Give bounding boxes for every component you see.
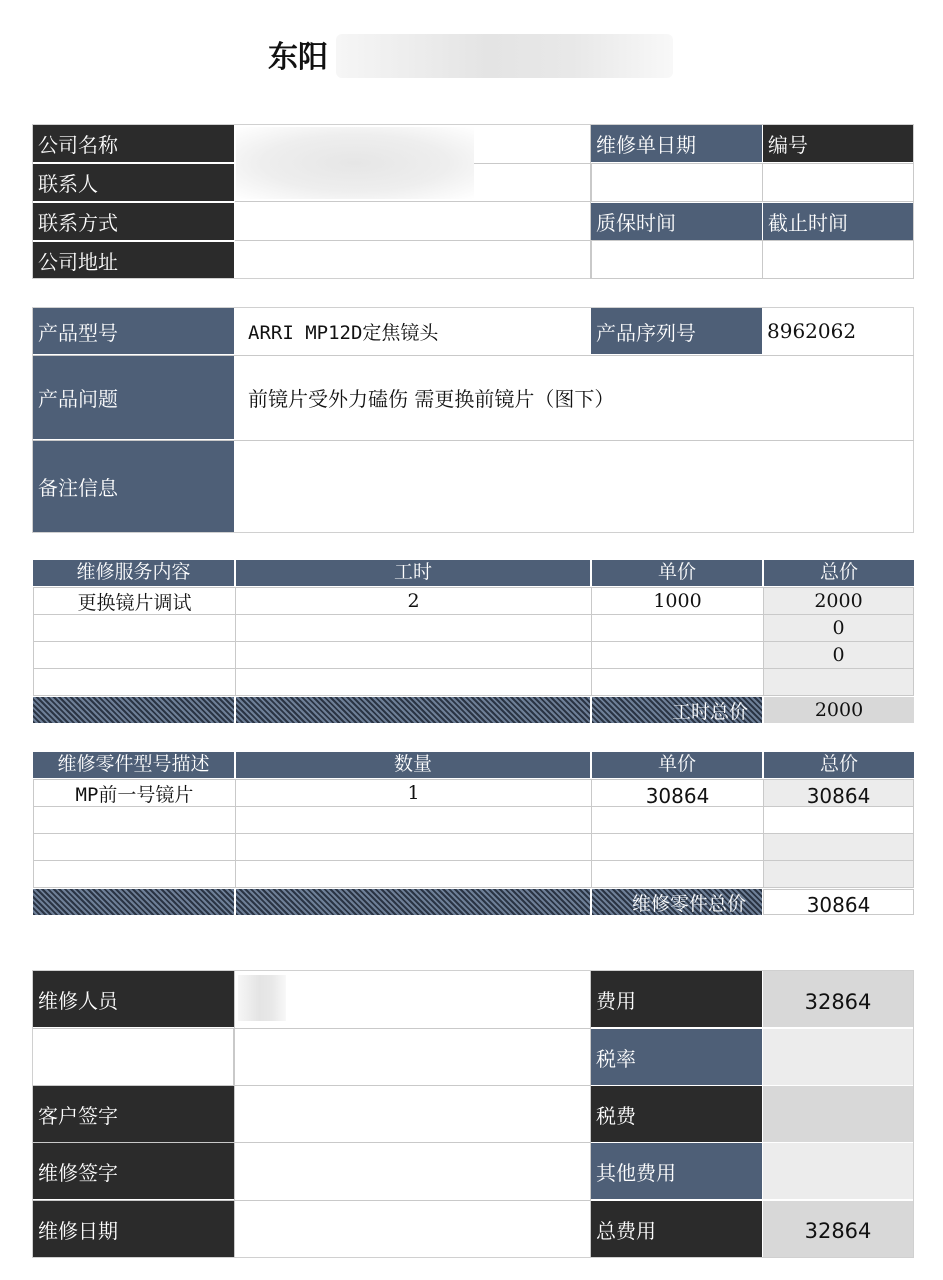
summary-col-divider [234, 971, 235, 1257]
service-header-hours: 工时 [236, 560, 590, 586]
table-row [591, 641, 764, 669]
model-value: ARRI MP12D定焦镜头 [248, 321, 439, 344]
parts-header-quantity: 数量 [236, 752, 590, 778]
model-label: 产品型号 [33, 308, 234, 354]
number-label: 编号 [763, 125, 913, 162]
table-row [33, 860, 236, 888]
table-row [235, 806, 592, 834]
fee-label: 费用 [591, 971, 762, 1027]
other-fee-value[interactable] [763, 1143, 913, 1199]
service-total-hatch-2 [236, 697, 590, 723]
table-row [763, 860, 914, 888]
table-row [33, 806, 236, 834]
table-row [591, 806, 764, 834]
deadline-label: 截止时间 [763, 203, 913, 240]
table-row: MP前一号镜片 [33, 779, 236, 807]
service-header-unit-price: 单价 [592, 560, 762, 586]
company-row-line [474, 163, 591, 164]
parts-header-description: 维修零件型号描述 [33, 752, 234, 778]
table-row [33, 833, 236, 861]
company-divider [590, 124, 591, 279]
total-fee-label: 总费用 [591, 1201, 762, 1257]
redacted-company [236, 127, 474, 199]
table-row: 0 [763, 614, 914, 642]
table-row [235, 668, 592, 696]
service-header-total: 总价 [764, 560, 914, 586]
number-value[interactable] [762, 163, 914, 202]
company-name-label: 公司名称 [33, 125, 234, 162]
table-row: 1000 [591, 587, 764, 615]
parts-header-total: 总价 [764, 752, 914, 778]
table-row [235, 833, 592, 861]
service-header-content: 维修服务内容 [33, 560, 234, 586]
service-total-label: 工时总价 [592, 697, 762, 723]
service-total-value: 2000 [764, 697, 914, 723]
table-row [235, 860, 592, 888]
parts-total-hatch-2 [236, 889, 590, 915]
table-row [33, 668, 236, 696]
repair-sign-label: 维修签字 [33, 1143, 234, 1199]
parts-header-unit-price: 单价 [592, 752, 762, 778]
table-row [235, 614, 592, 642]
remark-label: 备注信息 [33, 441, 234, 532]
tax-label: 税费 [591, 1086, 762, 1142]
service-total-hatch-1 [33, 697, 234, 723]
table-row: 30864 [763, 779, 914, 807]
warranty-label: 质保时间 [591, 203, 762, 240]
table-row [235, 641, 592, 669]
deadline-value[interactable] [762, 240, 914, 279]
issue-label: 产品问题 [33, 356, 234, 439]
table-row [591, 860, 764, 888]
blank-row [33, 1029, 234, 1085]
repair-date-value[interactable] [591, 163, 763, 202]
phone-label: 联系方式 [33, 203, 234, 240]
total-fee-value: 32864 [763, 1201, 913, 1257]
table-row: 30864 [591, 779, 764, 807]
parts-total-value: 30864 [763, 889, 914, 915]
table-row: 1 [235, 779, 592, 807]
table-row [591, 833, 764, 861]
table-row: 2 [235, 587, 592, 615]
repair-date-label: 维修单日期 [591, 125, 762, 162]
table-row [33, 641, 236, 669]
serial-label: 产品序列号 [591, 308, 762, 354]
parts-total-label: 维修零件总价 [592, 889, 762, 915]
fee-value: 32864 [763, 971, 913, 1027]
other-fee-label: 其他费用 [591, 1143, 762, 1199]
parts-total-hatch-1 [33, 889, 234, 915]
table-row: 2000 [763, 587, 914, 615]
tax-value [763, 1086, 913, 1142]
summary-repair-date-label: 维修日期 [33, 1201, 234, 1257]
table-row [763, 833, 914, 861]
table-row: 0 [763, 641, 914, 669]
issue-value: 前镜片受外力磕伤 需更换前镜片（图下） [248, 387, 615, 411]
redacted-technician [238, 975, 286, 1021]
contact-label: 联系人 [33, 164, 234, 201]
parts-table [32, 752, 914, 917]
customer-sign-label: 客户签字 [33, 1086, 234, 1142]
table-row [591, 668, 764, 696]
address-label: 公司地址 [33, 242, 234, 278]
phone-value-cell[interactable] [235, 201, 591, 202]
table-row [763, 668, 914, 696]
table-row [33, 614, 236, 642]
tax-rate-label: 税率 [591, 1029, 762, 1085]
table-row: 更换镜片调试 [33, 587, 236, 615]
address-value-line [235, 240, 591, 241]
service-table [32, 560, 914, 725]
warranty-value[interactable] [591, 240, 763, 279]
table-row [763, 806, 914, 834]
tax-rate-value[interactable] [763, 1029, 913, 1085]
redacted-title [336, 34, 673, 78]
page-title: 东阳 [268, 40, 328, 75]
serial-value: 8962062 [767, 319, 857, 343]
technician-label: 维修人员 [33, 971, 234, 1027]
table-row [591, 614, 764, 642]
remark-value[interactable] [235, 441, 913, 532]
